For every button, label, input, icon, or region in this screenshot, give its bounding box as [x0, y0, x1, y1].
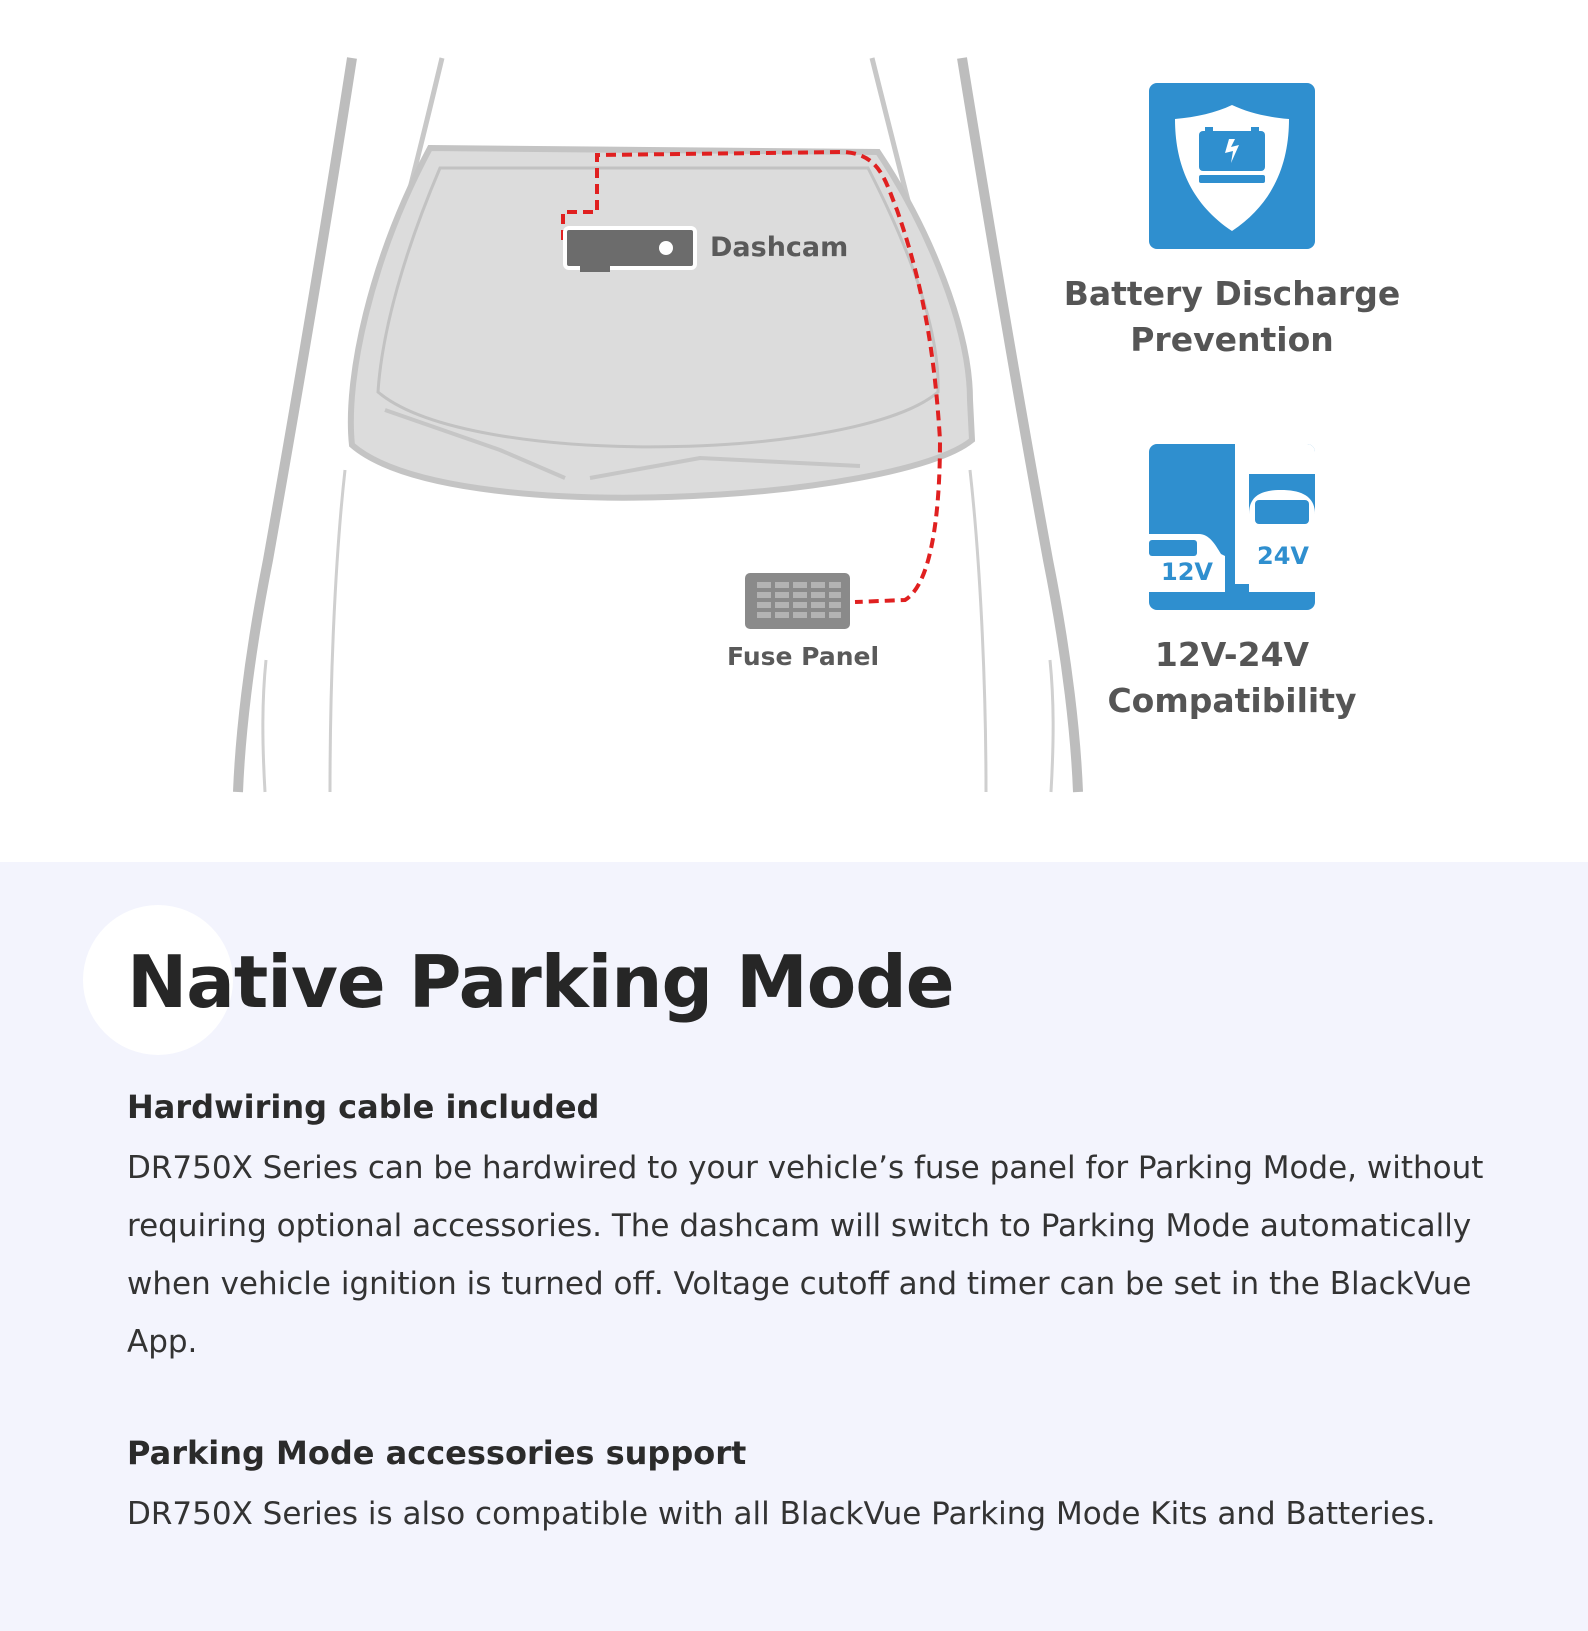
section-heading-hardwiring: Hardwiring cable included — [127, 1088, 600, 1126]
page-title: Native Parking Mode — [127, 940, 954, 1024]
dashcam-label: Dashcam — [710, 232, 849, 263]
fuse-panel-label: Fuse Panel — [727, 642, 880, 671]
feature-battery-discharge — [1042, 83, 1422, 363]
feature-voltage-compatibility — [1042, 444, 1422, 724]
feature-volt-caption-line1: 12V-24V — [1154, 635, 1310, 674]
section-heading-accessories: Parking Mode accessories support — [127, 1434, 747, 1472]
feature-battery-caption-line2: Prevention — [1130, 320, 1334, 359]
parking-mode-section — [0, 862, 1588, 1631]
vehicles-icon — [1149, 444, 1315, 610]
feature-volt-caption-line2: Compatibility — [1107, 681, 1357, 720]
section-body-accessories: DR750X Series is also compatible with all BlackVue Parking Mode Kits and Batteries. — [127, 1496, 1436, 1532]
badge-24v: 24V — [1257, 542, 1309, 570]
badge-12v: 12V — [1161, 558, 1213, 586]
battery-shield-icon — [1149, 83, 1315, 249]
section-body-hardwiring: DR750X Series can be hardwired to your vehicle’s fuse panel for Parking Mode, without requiring optional accessories. The dashcam will switch to Parking Mode automatically when vehicle ignition is turned off. Voltage cutoff and timer can be set in the BlackVue App. — [127, 1150, 1484, 1360]
feature-battery-caption-line1: Battery Discharge — [1063, 274, 1401, 313]
